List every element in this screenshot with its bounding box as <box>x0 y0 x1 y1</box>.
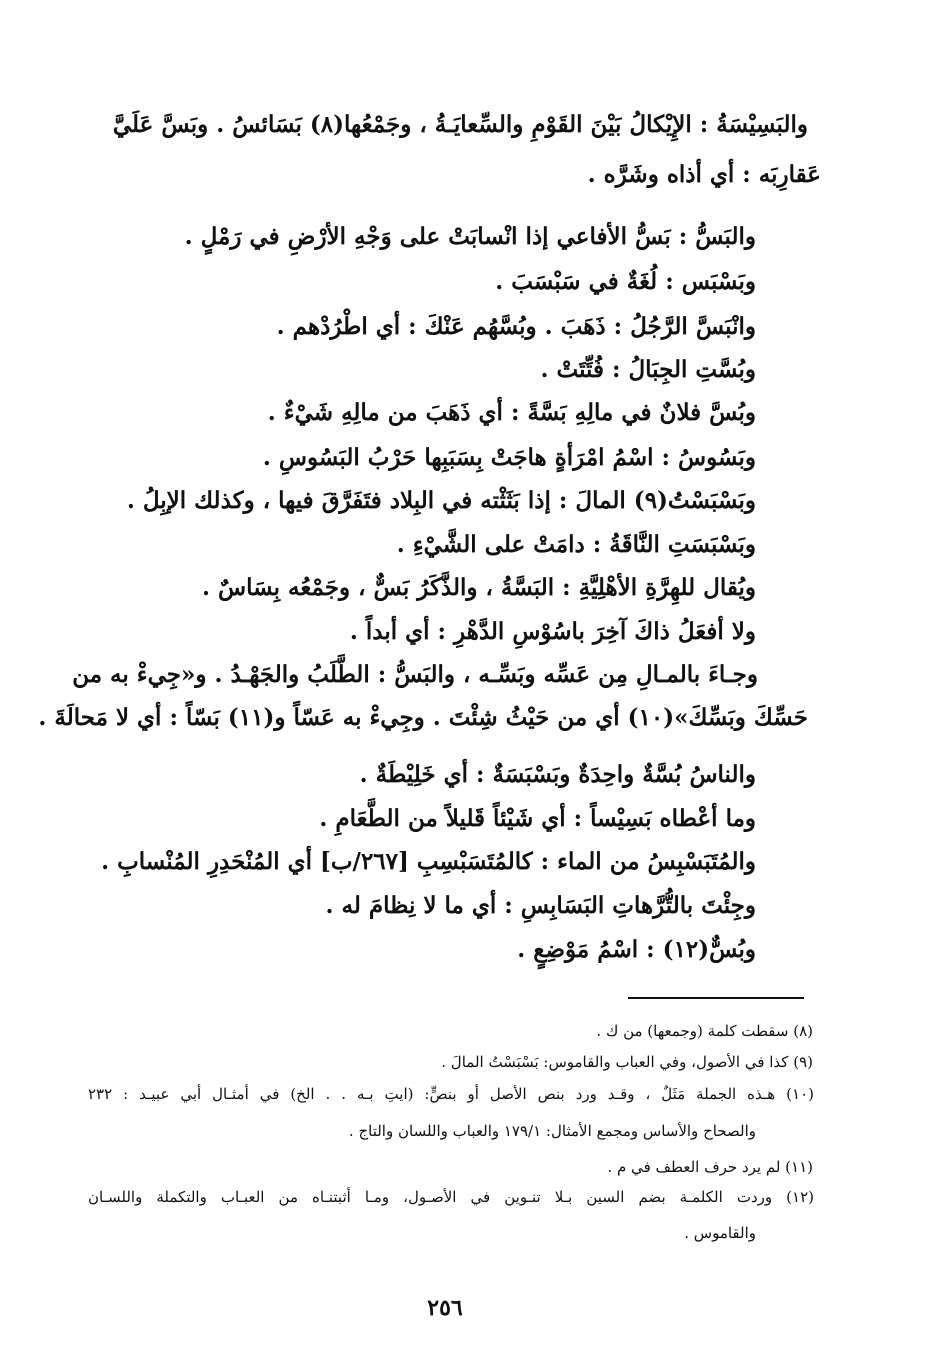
text-line-5: وانْبَسَّ الرَّجُلُ : ذَهَبَ . وبُسَّهُم عَنْكَ : أي اطْرُدْهم . <box>276 313 756 340</box>
footnote-9: (٩) كذا في الأصول، وفي العباب والقاموس: بَسْبَسْتُ المالَ . <box>441 1053 813 1071</box>
text-line-9: وبَسْبَسْتُ(٩) المالَ : إذا بَثَثْته في البِلاد فتَفَرَّقَ فيها ، وكذلك الإبِلُ . <box>126 487 756 514</box>
text-line-12: ولا أفعَلُ ذاكَ آخِرَ باسُوْسِ الدَّهْرِ : أي أبداً . <box>349 618 756 645</box>
footnote-10-continued: والصحاح والأساس ومجمع الأمثال: ١٧٩/١ والعباب واللسان والتاج . <box>348 1122 756 1140</box>
text-line-14: حَسِّكَ وبَسِّكَ»(١٠) أي من حَيْثُ شِئْتَ . وجِيءْ به عَسّاً و(١١) بَسّاً : أي لا مَحالَةَ . <box>38 704 808 731</box>
text-line-8: وبَسُوسُ : اسْمُ امْرَأةٍ هاجَتْ بِسَبَبِها حَرْبُ البَسُوسِ . <box>262 444 756 471</box>
footnote-11: (١١) لم يرد حرف العطف في م . <box>607 1158 813 1176</box>
text-line-13: وجـاءَ بالمـالِ مِن عَسِّه وبَسِّـه ، والبَسُّ : الطَّلَبُ والجَهْـدُ . و«جِيءْ به من <box>72 661 758 688</box>
text-line-6: وبُسَّتِ الجِبَالُ : فُتِّتَتْ . <box>540 356 756 383</box>
footnote-12: (١٢) وردت الكلمـة بضم السين بـلا تنـوين في الأصـول، ومـا أثبتنـاه من العبـاب والتكملة واللسـان <box>88 1188 814 1206</box>
text-line-1: والبَسِيْسَةُ : الإِيْكالُ بَيْنَ القَوْمِ والسِّعايَـةُ ، وجَمْعُها(٨) بَسَائسُ . وبَسَّ عَلَيَّ <box>112 111 808 138</box>
text-line-7: وبُسَّ فلانٌ في مالِهِ بَسَّةً : أي ذَهَبَ من مالِهِ شَيْءٌ . <box>267 399 756 426</box>
footnote-10: (١٠) هـذه الجملة مَثَلٌ ، وقـد ورد بنص الأصل أو بنصٍّ: (ايتِ بـه . . الخ) في أمثـال أبي عبيـد : ٢٣٢ <box>88 1085 814 1103</box>
text-line-3: والبَسُّ : بَسُّ الأفاعي إذا انْسابَتْ على وَجْهِ الأرْضِ في رَمْلٍ . <box>184 223 756 250</box>
footnote-12-continued: والقاموس . <box>684 1224 756 1242</box>
footnote-separator <box>628 997 804 999</box>
text-line-2: عَقارِبَه : أي أذاه وشَرَّه . <box>587 161 821 188</box>
text-line-19: وبُسٌّ(١٢) : اسْمُ مَوْضِعٍ . <box>517 936 756 963</box>
text-line-16: وما أعْطاه بَسِيْساً : أي شَيْئاً قَليلاً من الطَّعَامِ . <box>319 805 756 832</box>
text-line-17: والمُتَبَسْبِسُ من الماء : كالمُتَسَبْسِبِ [٢٦٧/ب] أي المُنْحَدِرِ المُنْسابِ . <box>101 848 756 875</box>
footnote-8: (٨) سقطت كلمة (وجمعها) من ك . <box>596 1022 813 1040</box>
text-line-10: وبَسْبَسَتِ النَّاقَةُ : دامَتْ على الشَّيْءِ . <box>396 531 756 558</box>
text-line-18: وجِئْتَ بالتُّرَّهاتِ البَسَابِسِ : أي ما لا نِظامَ له . <box>325 892 756 919</box>
text-line-15: والناسُ بُسَّةٌ واحِدَةٌ وبَسْبَسَةٌ : أي خَلِيْطَةٌ . <box>359 761 756 788</box>
text-line-4: وبَسْبَس : لُغَةٌ في سَبْسَبَ . <box>495 268 756 295</box>
page-number: ٢٥٦ <box>427 1295 463 1321</box>
text-line-11: ويُقال للهِرَّةِ الأهْلِيَّةِ : البَسَّةُ ، والذَّكَرُ بَسٌّ ، وجَمْعُه بِسَاسٌ . <box>202 574 756 601</box>
